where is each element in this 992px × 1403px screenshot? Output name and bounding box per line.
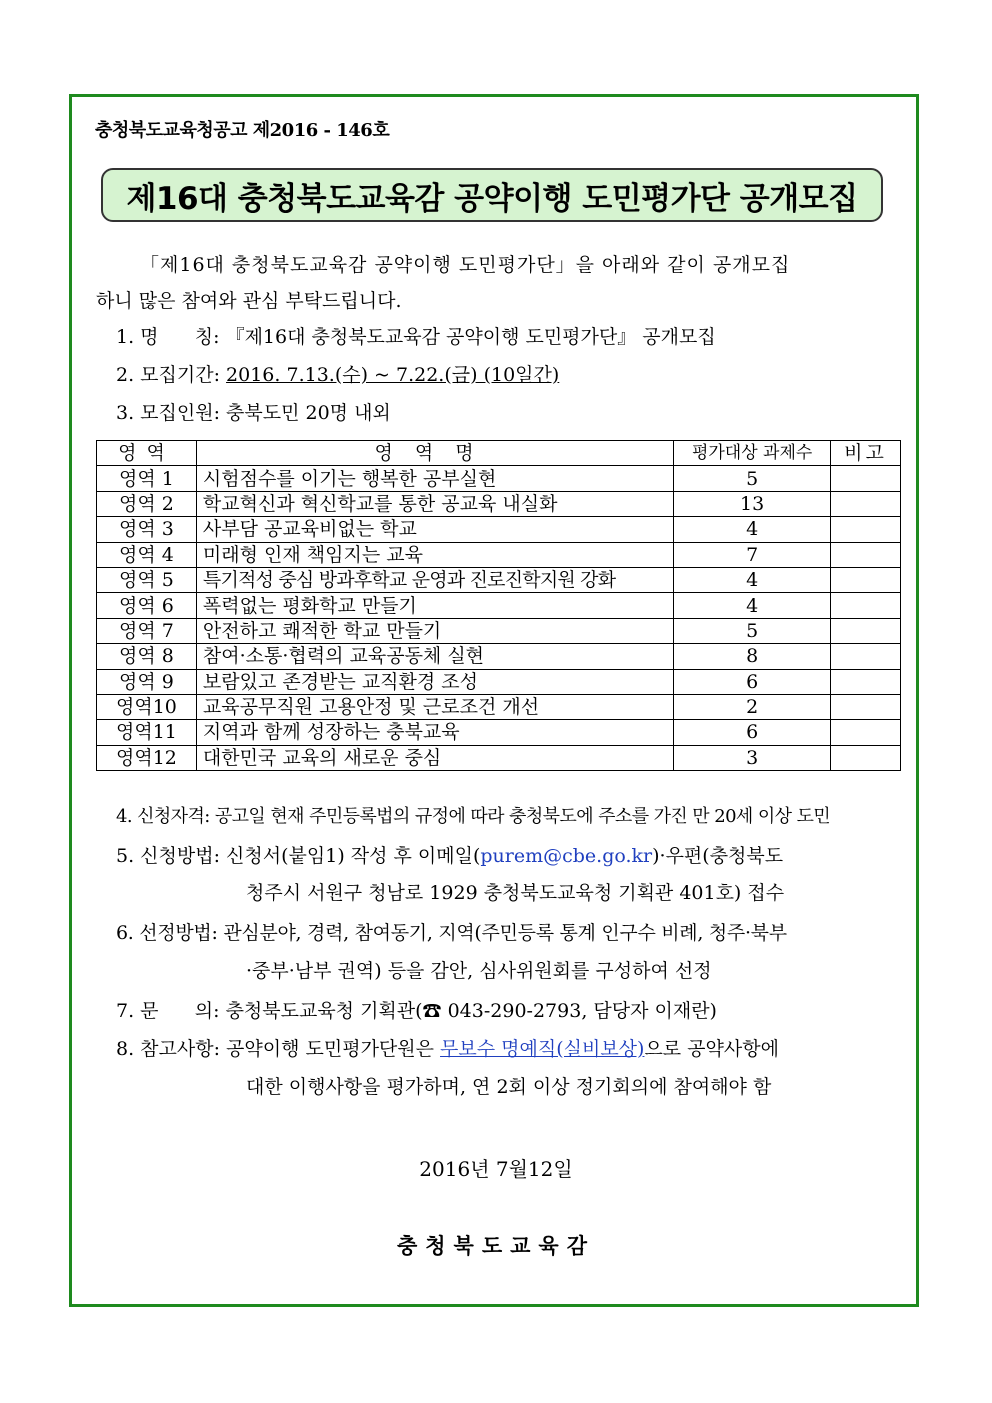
item-method-value-a: 신청서(붙임1) 작성 후 이메일( <box>226 845 481 867</box>
note-cell <box>831 466 901 491</box>
area-cell: 영역 5 <box>97 567 197 592</box>
item-notes-label: 8. 참고사항: <box>116 1038 220 1060</box>
item-period <box>116 360 559 387</box>
area-cell: 영역10 <box>97 694 197 719</box>
table-row <box>97 567 901 592</box>
table-row <box>97 644 901 669</box>
area-name-cell: 학교혁신과 혁신학교를 통한 공교육 내실화 <box>196 491 673 516</box>
task-count-cell: 8 <box>674 644 831 669</box>
page-title-text: 제16대 충청북도교육감 공약이행 도민평가단 공개모집 <box>126 180 858 217</box>
item-name <box>116 322 716 349</box>
area-name-cell: 시험점수를 이기는 행복한 공부실현 <box>196 466 673 491</box>
item-selection-line2: ·중부·남부 권역) 등을 감안, 심사위원회를 구성하여 선정 <box>246 960 712 982</box>
intro-line-1: 「제16대 충청북도교육감 공약이행 도민평가단」을 아래와 같이 공개모집 <box>140 254 791 276</box>
item-eligibility <box>116 802 830 828</box>
task-count-cell: 4 <box>674 593 831 618</box>
announcement-date: 2016년 7월12일 <box>419 1157 573 1181</box>
item-method-line2: 청주시 서원구 청남로 1929 충청북도교육청 기획관 401호) 접수 <box>246 882 785 904</box>
item-notes-value-b: 으로 공약사항에 <box>644 1038 779 1060</box>
table-row <box>97 466 901 491</box>
header-area: 영역 <box>97 441 197 466</box>
note-cell <box>831 720 901 745</box>
notice-number: 충청북도교육청공고 제2016 - 146호 <box>95 120 390 141</box>
area-name-cell: 특기적성 중심 방과후학교 운영과 진로진학지원 강화 <box>196 567 673 592</box>
area-cell: 영역 4 <box>97 542 197 567</box>
item-notes-line2: 대한 이행사항을 평가하며, 연 2회 이상 정기회의에 참여해야 함 <box>246 1076 772 1098</box>
note-cell <box>831 644 901 669</box>
table-row <box>97 542 901 567</box>
note-cell <box>831 542 901 567</box>
area-cell: 영역 6 <box>97 593 197 618</box>
table-header-row <box>97 441 901 466</box>
item-count-value: 충북도민 20명 내외 <box>226 402 391 424</box>
area-name-cell: 참여·소통·협력의 교육공동체 실현 <box>196 644 673 669</box>
note-cell <box>831 567 901 592</box>
task-count-cell: 3 <box>674 745 831 770</box>
header-area-name: 영역명 <box>196 441 673 466</box>
unpaid-honorary-highlight: 무보수 명예직(실비보상) <box>440 1038 645 1060</box>
table-row <box>97 669 901 694</box>
header-task-count: 평가대상 과제수 <box>674 441 831 466</box>
table-row <box>97 593 901 618</box>
area-cell: 영역 3 <box>97 517 197 542</box>
item-selection-label: 6. 선정방법: <box>116 922 218 944</box>
table-row <box>97 720 901 745</box>
area-name-cell: 보람있고 존경받는 교직환경 조성 <box>196 669 673 694</box>
area-cell: 영역 9 <box>97 669 197 694</box>
task-count-cell: 7 <box>674 542 831 567</box>
area-name-cell: 사부담 공교육비없는 학교 <box>196 517 673 542</box>
note-cell <box>831 593 901 618</box>
item-eligibility-value: 공고일 현재 주민등록법의 규정에 따라 충청북도에 주소를 가진 만 20세 이상 도민 <box>214 806 831 827</box>
area-name-cell: 안전하고 쾌적한 학교 만들기 <box>196 618 673 643</box>
item-notes-value-a: 공약이행 도민평가단원은 <box>226 1038 441 1060</box>
intro-line-2: 하니 많은 참여와 관심 부탁드립니다. <box>96 290 402 312</box>
area-name-cell: 미래형 인재 책임지는 교육 <box>196 542 673 567</box>
header-note: 비고 <box>831 441 901 466</box>
area-name-cell: 지역과 함께 성장하는 충북교육 <box>196 720 673 745</box>
note-cell <box>831 517 901 542</box>
signer: 충청북도교육감 <box>396 1233 595 1258</box>
table-row <box>97 517 901 542</box>
item-period-label: 2. 모집기간: <box>116 364 220 386</box>
task-count-cell: 4 <box>674 567 831 592</box>
task-count-cell: 2 <box>674 694 831 719</box>
note-cell <box>831 491 901 516</box>
table-row <box>97 491 901 516</box>
item-inquiry <box>116 996 717 1023</box>
area-cell: 영역11 <box>97 720 197 745</box>
item-name-value: 『제16대 충청북도교육감 공약이행 도민평가단』 공개모집 <box>225 326 716 348</box>
item-selection-value: 관심분야, 경력, 참여동기, 지역(주민등록 통계 인구수 비례, 청주·북부 <box>223 922 787 944</box>
item-period-value: 2016. 7.13.(수) ~ 7.22.(금) (10일간) <box>226 364 560 386</box>
area-cell: 영역 8 <box>97 644 197 669</box>
task-count-cell: 5 <box>674 466 831 491</box>
area-cell: 영역 1 <box>97 466 197 491</box>
note-cell <box>831 745 901 770</box>
item-notes <box>116 1034 779 1061</box>
table-row <box>97 618 901 643</box>
areas-table <box>96 440 901 771</box>
item-count <box>116 398 391 425</box>
task-count-cell: 6 <box>674 669 831 694</box>
email-link[interactable]: purem@cbe.go.kr <box>480 845 653 867</box>
table-row <box>97 745 901 770</box>
item-method <box>116 841 783 868</box>
task-count-cell: 13 <box>674 491 831 516</box>
note-cell <box>831 694 901 719</box>
item-eligibility-label: 4. 신청자격: <box>116 806 210 827</box>
item-selection <box>116 918 787 945</box>
task-count-cell: 4 <box>674 517 831 542</box>
item-count-label: 3. 모집인원: <box>116 402 220 424</box>
task-count-cell: 6 <box>674 720 831 745</box>
area-name-cell: 교육공무직원 고용안정 및 근로조건 개선 <box>196 694 673 719</box>
task-count-cell: 5 <box>674 618 831 643</box>
area-cell: 영역 7 <box>97 618 197 643</box>
area-name-cell: 대한민국 교육의 새로운 중심 <box>196 745 673 770</box>
area-cell: 영역12 <box>97 745 197 770</box>
note-cell <box>831 618 901 643</box>
item-method-label: 5. 신청방법: <box>116 845 220 867</box>
page-title <box>101 168 883 222</box>
table-row <box>97 694 901 719</box>
item-method-value-b: )·우편(충청북도 <box>652 845 784 867</box>
area-cell: 영역 2 <box>97 491 197 516</box>
item-inquiry-value: 충청북도교육청 기획관(☎ 043-290-2793, 담당자 이재란) <box>225 1000 717 1022</box>
item-name-label: 1. 명 칭: <box>116 326 220 348</box>
note-cell <box>831 669 901 694</box>
item-inquiry-label: 7. 문 의: <box>116 1000 220 1022</box>
area-name-cell: 폭력없는 평화학교 만들기 <box>196 593 673 618</box>
